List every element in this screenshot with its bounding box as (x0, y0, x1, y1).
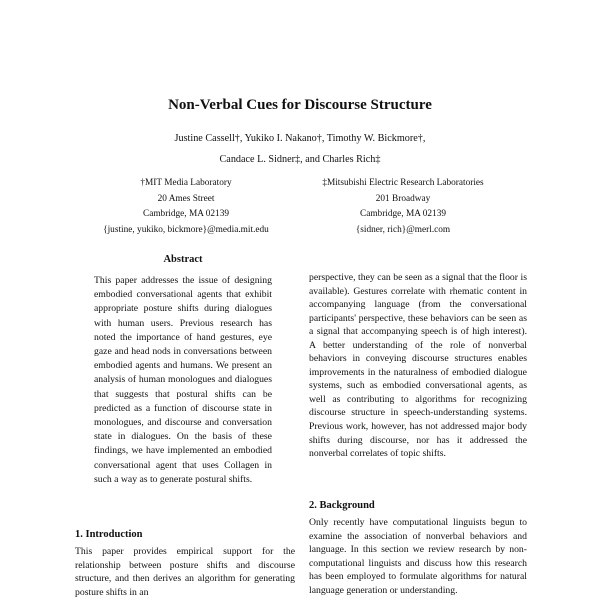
affiliation-city: Cambridge, MA 02139 (360, 209, 446, 219)
abstract-body: This paper addresses the issue of designing embodied conversational agents that exhibit appropriate posture shifts during dialogues with human users. Previous research has noted the importance of hand gestures, eye gaze and head nods in conversations between embodied agents and humans. We present an analysis of human monologues and dialogues that suggests that postural shifts can be predicted as a function of discourse state in monologues, and discourse and conversation state in dialogues. On the basis of these findings, we have implemented an embodied conversational agent that uses Collagen in such a way as to generate postural shifts. (94, 275, 272, 485)
affiliation-city: Cambridge, MA 02139 (143, 209, 229, 219)
introduction-body: This paper provides empirical support for the relationship between posture shifts and discourse structure, and then derives an algorithm for generating posture shifts in an (75, 546, 295, 598)
author-line-2: Candace L. Sidner‡, and Charles Rich‡ (219, 154, 381, 165)
affiliation-street: 20 Ames Street (157, 193, 215, 204)
affiliation-email: {sidner, rich}@merl.com (355, 224, 451, 235)
abstract-heading: Abstract (163, 254, 203, 265)
author-line-1: Justine Cassell†, Yukiko I. Nakano†, Timothy W. Bickmore†, (174, 133, 426, 144)
paper-title: Non-Verbal Cues for Discourse Structure (168, 97, 432, 113)
introduction-heading: 1. Introduction (75, 529, 143, 540)
author-list (0, 128, 600, 170)
affiliation-merl (283, 176, 523, 238)
affiliation-name: ‡Mitsubishi Electric Research Laboratories (322, 178, 484, 188)
background-heading: 2. Background (309, 500, 375, 511)
affiliation-name: †MIT Media Laboratory (140, 178, 232, 188)
affiliation-email: {justine, yukiko, bickmore}@media.mit.edu (103, 224, 269, 235)
affiliation-street: 201 Broadway (375, 193, 431, 204)
background-body: Only recently have computational linguists begun to examine the association of nonverbal behaviors and language. In this section we review research by non-computational linguists and discuss how this research has been employed to formulate algorithms for natural language generation or understanding. (309, 517, 527, 596)
affiliation-mit (66, 176, 306, 238)
right-column-paragraph: perspective, they can be seen as a signal that the floor is available). Gestures correlate with rhematic content in accompanying language (from the conversational participants' perspective, these behaviors can be seen as a signal that accompanying speech is of high interest). A better understanding of the role of nonverbal behaviors in conveying discourse structures enables improvements in the naturalness of embodied dialogue systems, such as embodied conversational agents, as well as contributing to algorithms for recognizing discourse structure in speech-understanding systems. Previous work, however, has not addressed major body shifts during discourse, nor has it addressed the nonverbal correlates of topic shifts. (309, 272, 527, 460)
